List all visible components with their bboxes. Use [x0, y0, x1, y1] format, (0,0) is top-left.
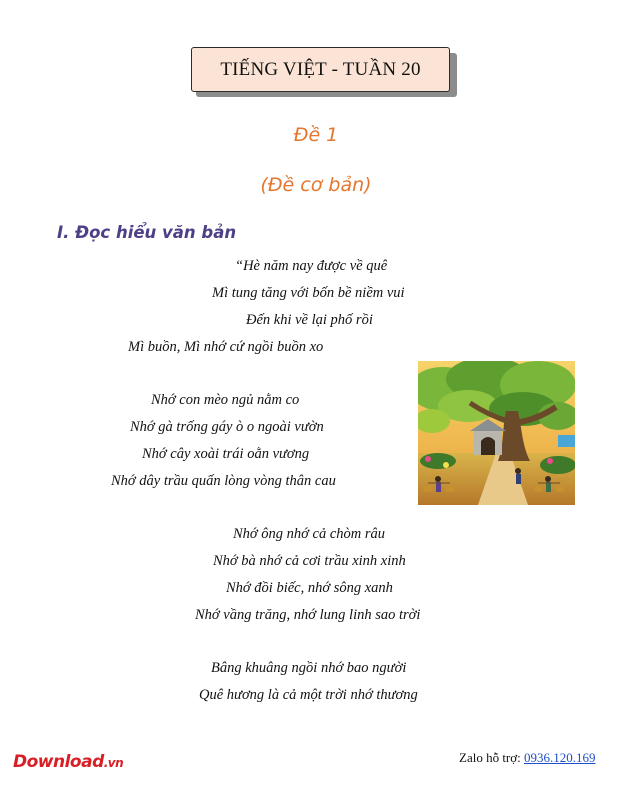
section-heading: I. Đọc hiểu văn bản [57, 223, 237, 242]
zalo-phone-link[interactable]: 0936.120.169 [524, 750, 596, 765]
logo-main-text: Download [13, 752, 104, 772]
zalo-support [459, 750, 596, 766]
poem-line: “Hè năm nay được về quê [235, 258, 388, 274]
poem-line: Nhớ dây trầu quấn lòng vòng thân cau [111, 473, 336, 489]
zalo-label: Zalo hỗ trợ: [459, 750, 521, 765]
village-tree-painting-icon [418, 361, 575, 505]
poem-line: Mì tung tăng với bốn bề niềm vui [212, 285, 405, 301]
page-title-text: TIẾNG VIỆT - TUẦN 20 [220, 58, 421, 80]
exam-level: (Đề cơ bản) [260, 174, 372, 196]
poem-line: Nhớ con mèo ngủ nằm co [151, 392, 300, 408]
poem-line: Nhớ gà trống gáy ò o ngoài vườn [130, 419, 324, 435]
exam-number: Đề 1 [293, 124, 339, 146]
poem-line: Nhớ ông nhớ cả chòm râu [233, 526, 386, 542]
village-illustration [418, 361, 575, 505]
logo-ext-text: .vn [103, 756, 124, 770]
poem-line: Nhớ bà nhớ cả cơi trầu xinh xinh [213, 553, 406, 569]
poem-line: Nhớ vầng trăng, nhớ lung linh sao trời [195, 607, 421, 623]
poem-line: Mì buồn, Mì nhớ cứ ngồi buồn xo [128, 339, 324, 355]
poem-line: Nhớ cây xoài trái oằn vương [142, 446, 310, 462]
poem-line: Đến khi về lại phố rồi [246, 312, 373, 328]
poem-line: Nhớ đồi biếc, nhớ sông xanh [226, 580, 393, 596]
poem-line: Bâng khuâng ngồi nhớ bao người [211, 660, 407, 676]
download-logo[interactable] [13, 752, 123, 772]
poem-line: Quê hương là cả một trời nhớ thương [199, 687, 418, 703]
page-title [191, 47, 450, 92]
